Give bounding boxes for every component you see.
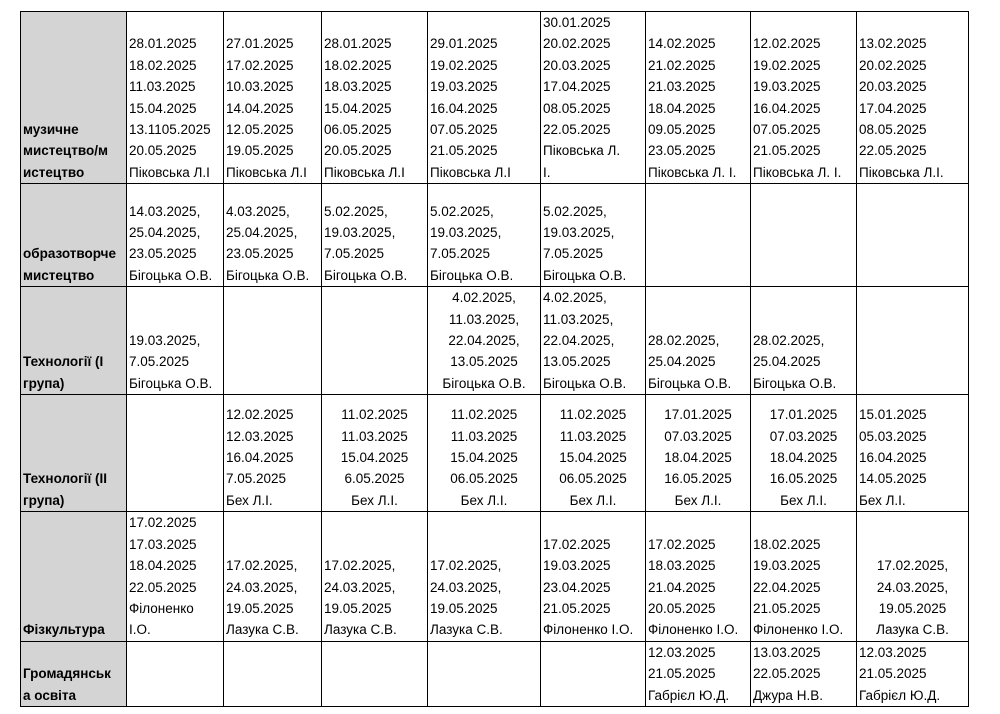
cell-text: 17.02.2025 (226, 57, 294, 73)
schedule-cell (322, 512, 428, 641)
cell-text: 20.05.2025 (648, 600, 716, 616)
cell-text: Бех Л.І. (859, 492, 906, 508)
cell-text: 21.05.2025 (543, 600, 611, 616)
cell-text: Лазука С.В. (430, 622, 503, 638)
cell-text: 7.05.2025 (543, 246, 604, 262)
cell-text: 22.05.2025 (543, 122, 611, 138)
cell-text: 19.03.2025 (430, 79, 498, 95)
cell-text: Лазука С.В. (324, 622, 397, 638)
cell-text: 19.05.2025 (878, 600, 947, 616)
cell-text: 06.05.2025 (450, 471, 518, 487)
cell-text: 5.02.2025, (543, 203, 607, 219)
schedule-cell (127, 12, 224, 184)
cell-text: 22.05.2025 (753, 666, 821, 682)
cell-text: 24.03.2025, (430, 579, 502, 595)
schedule-cell (127, 641, 224, 706)
schedule-cell (646, 395, 751, 512)
cell-text: 4.02.2025, (543, 290, 607, 306)
schedule-cell (224, 184, 322, 287)
schedule-cell (541, 641, 646, 706)
cell-text: 13.1105.2025 (129, 122, 211, 138)
cell-text: 19.03.2025, (129, 333, 201, 349)
cell-text: 18.02.2025 (753, 536, 821, 552)
subject-cell (21, 12, 127, 184)
cell-text: 11.03.2025, (448, 311, 520, 327)
cell-text: 5.02.2025, (430, 203, 494, 219)
cell-text: 30.01.2025 (543, 15, 611, 30)
cell-text: 11.03.2025 (559, 428, 627, 444)
cell-text: 17.02.2025, (324, 558, 396, 574)
cell-text: 14.03.2025, (129, 203, 201, 219)
schedule-cell (224, 12, 322, 184)
table-row (21, 641, 969, 706)
subject-cell (21, 287, 127, 395)
schedule-cell (322, 12, 428, 184)
schedule-table (20, 11, 969, 707)
cell-text: Бігоцька О.В. (129, 267, 213, 283)
schedule-cell (428, 12, 541, 184)
schedule-cell (224, 512, 322, 641)
cell-text: 11.02.2025 (559, 407, 627, 423)
cell-text: 17.03.2025 (129, 536, 197, 552)
cell-text: 28.01.2025 (324, 36, 392, 52)
cell-text: 20.05.2025 (324, 143, 392, 159)
cell-text: 20.03.2025 (859, 79, 927, 95)
cell-text: 18.04.2025 (769, 450, 838, 466)
schedule-cell (428, 184, 541, 287)
cell-text: 18.03.2025 (324, 79, 392, 95)
cell-text: 20.02.2025 (859, 57, 927, 73)
cell-text: 25.04.2025, (129, 225, 201, 241)
schedule-cell (541, 12, 646, 184)
cell-text: 18.03.2025 (648, 558, 716, 574)
subject-label: Фізкультура (23, 622, 105, 638)
cell-text: 11.03.2025 (450, 428, 518, 444)
table-row (21, 512, 969, 641)
cell-text: 07.03.2025 (664, 428, 732, 444)
cell-text: Піковська Л.І (129, 164, 210, 180)
schedule-cell (127, 184, 224, 287)
cell-text: 19.03.2025 (753, 79, 821, 95)
cell-text: 19.03.2025, (430, 225, 502, 241)
cell-text: 16.04.2025 (226, 450, 294, 466)
cell-text: 16.05.2025 (664, 471, 732, 487)
cell-text: І. (543, 164, 551, 180)
cell-text: 21.02.2025 (648, 57, 716, 73)
schedule-cell (541, 512, 646, 641)
cell-text: І.О. (129, 622, 151, 638)
cell-text: 25.04.2025 (753, 354, 821, 370)
cell-text: 18.04.2025 (129, 558, 197, 574)
cell-text: 15.04.2025 (559, 450, 627, 466)
cell-text: 19.03.2025 (543, 558, 611, 574)
cell-text: Філоненко І.О. (648, 622, 739, 638)
cell-text: 12.02.2025 (753, 36, 821, 52)
cell-text: 09.05.2025 (648, 122, 716, 138)
schedule-cell (646, 512, 751, 641)
cell-text: 19.05.2025 (324, 600, 392, 616)
cell-text: Бігоцька О.В. (324, 267, 408, 283)
cell-text: 17.04.2025 (859, 100, 927, 116)
schedule-cell (857, 184, 969, 287)
schedule-cell (751, 287, 857, 395)
schedule-cell (224, 287, 322, 395)
schedule-cell (751, 641, 857, 706)
cell-text: 21.05.2025 (753, 600, 821, 616)
cell-text: 16.04.2025 (753, 100, 821, 116)
table-row (21, 287, 969, 395)
cell-text: Піковська Л.І (226, 164, 307, 180)
cell-text: 16.04.2025 (430, 100, 498, 116)
schedule-cell (857, 12, 969, 184)
schedule-cell (646, 641, 751, 706)
cell-text: 10.03.2025 (226, 79, 294, 95)
cell-text: Бех Л.І. (226, 492, 273, 508)
cell-text: Лазука С.В. (226, 622, 299, 638)
cell-text: 11.02.2025 (450, 407, 518, 423)
cell-text: 12.03.2025 (859, 644, 927, 660)
cell-text: Піковська Л. І. (648, 164, 737, 180)
cell-text: 22.04.2025 (753, 579, 821, 595)
schedule-cell (857, 395, 969, 512)
cell-text: Бігоцька О.В. (543, 267, 627, 283)
schedule-cell (646, 12, 751, 184)
schedule-cell (751, 395, 857, 512)
cell-text: 20.05.2025 (129, 143, 197, 159)
cell-text: 19.05.2025 (226, 600, 294, 616)
cell-text: 25.04.2025, (226, 225, 298, 241)
cell-text: 18.04.2025 (664, 450, 732, 466)
cell-text: 21.05.2025 (753, 143, 821, 159)
schedule-cell (322, 641, 428, 706)
cell-text: 19.05.2025 (226, 143, 294, 159)
cell-text: 15.04.2025 (450, 450, 518, 466)
cell-text: 22.04.2025, (448, 333, 520, 349)
schedule-cell (428, 287, 541, 395)
subject-label: група) (23, 375, 65, 391)
cell-text: 20.03.2025 (543, 57, 611, 73)
cell-text: 11.03.2025 (341, 428, 408, 444)
schedule-cell (541, 395, 646, 512)
cell-text: Піковська Л.І (430, 164, 511, 180)
cell-text: 19.03.2025, (543, 225, 615, 241)
cell-text: Бігоцька О.В. (129, 375, 213, 391)
cell-text: 27.01.2025 (226, 36, 294, 52)
cell-text: 17.02.2025, (876, 558, 949, 574)
schedule-cell (541, 287, 646, 395)
cell-text: 17.04.2025 (543, 79, 611, 95)
cell-text: 5.02.2025, (324, 203, 388, 219)
cell-text: 13.02.2025 (859, 36, 927, 52)
cell-text: Бігоцька О.В. (543, 375, 627, 391)
cell-text: 19.03.2025, (324, 225, 396, 241)
subject-label: мистецтво/м (23, 143, 108, 159)
subject-label: група) (23, 492, 65, 508)
schedule-cell (127, 287, 224, 395)
table-row (21, 184, 969, 287)
subject-label: образотворче (23, 246, 117, 262)
cell-text: Піковська Л.І (324, 164, 405, 180)
subject-label: Технології (І (23, 354, 104, 370)
schedule-cell (127, 395, 224, 512)
cell-text: 25.04.2025 (648, 354, 716, 370)
cell-text: 24.03.2025, (226, 579, 298, 595)
cell-text: Бех Л.І. (674, 492, 722, 508)
table-row (21, 12, 969, 184)
cell-text: 07.05.2025 (430, 122, 498, 138)
schedule-cell (322, 395, 428, 512)
schedule-cell (857, 287, 969, 395)
subject-label: мистецтво (23, 267, 95, 283)
schedule-cell (751, 512, 857, 641)
cell-text: Бех Л.І. (460, 492, 508, 508)
cell-text: 19.02.2025 (430, 57, 498, 73)
schedule-cell (857, 641, 969, 706)
cell-text: 17.01.2025 (664, 407, 732, 423)
cell-text: 12.03.2025 (648, 644, 716, 660)
cell-text: 23.04.2025 (543, 579, 611, 595)
cell-text: 11.03.2025 (129, 79, 196, 95)
cell-text: Філоненко (129, 600, 194, 616)
cell-text: 12.05.2025 (226, 122, 294, 138)
cell-text: 12.03.2025 (226, 428, 294, 444)
schedule-cell (127, 512, 224, 641)
cell-text: 21.05.2025 (859, 666, 927, 682)
schedule-cell (751, 12, 857, 184)
schedule-cell (428, 641, 541, 706)
schedule-cell (428, 395, 541, 512)
cell-text: Піковська Л. І. (753, 164, 842, 180)
cell-text: 6.05.2025 (344, 471, 405, 487)
cell-text: 17.02.2025, (226, 558, 298, 574)
cell-text: 07.05.2025 (753, 122, 821, 138)
subject-label: а освіта (23, 687, 77, 703)
cell-text: 06.05.2025 (324, 122, 392, 138)
cell-text: 19.02.2025 (753, 57, 821, 73)
cell-text: 28.01.2025 (129, 36, 197, 52)
cell-text: 18.02.2025 (129, 57, 197, 73)
cell-text: 15.04.2025 (129, 100, 197, 116)
cell-text: Джура Н.В. (753, 687, 823, 703)
cell-text: 24.03.2025, (876, 579, 949, 595)
cell-text: Бех Л.І. (569, 492, 617, 508)
cell-text: 13.05.2025 (543, 354, 611, 370)
subject-cell (21, 512, 127, 641)
schedule-cell (428, 512, 541, 641)
cell-text: 14.05.2025 (859, 471, 927, 487)
schedule-cell (322, 287, 428, 395)
cell-text: Філоненко І.О. (543, 622, 634, 638)
subject-label: Технології (ІІ (23, 471, 108, 487)
schedule-cell (646, 287, 751, 395)
cell-text: 28.02.2025, (753, 333, 825, 349)
schedule-cell (646, 184, 751, 287)
subject-label: истецтво (23, 164, 85, 180)
cell-text: 22.05.2025 (129, 579, 197, 595)
cell-text: 7.05.2025 (226, 471, 287, 487)
cell-text: 17.02.2025 (543, 536, 611, 552)
cell-text: 17.02.2025, (430, 558, 502, 574)
cell-text: 24.03.2025, (324, 579, 396, 595)
cell-text: Бех Л.І. (351, 492, 398, 508)
cell-text: Піковська Л.І. (859, 164, 944, 180)
cell-text: Бігоцька О.В. (648, 375, 732, 391)
schedule-cell (224, 395, 322, 512)
cell-text: 08.05.2025 (543, 100, 611, 116)
cell-text: 11.03.2025, (543, 311, 614, 327)
cell-text: 7.05.2025 (430, 246, 491, 262)
cell-text: 7.05.2025 (129, 354, 190, 370)
cell-text: 22.04.2025, (543, 333, 615, 349)
cell-text: 21.04.2025 (648, 579, 716, 595)
cell-text: 20.02.2025 (543, 36, 611, 52)
cell-text: 21.05.2025 (648, 666, 716, 682)
subject-label: Громадянськ (23, 666, 111, 682)
subject-cell (21, 184, 127, 287)
schedule-cell (224, 641, 322, 706)
subject-label: музичне (23, 122, 79, 138)
cell-text: 19.03.2025 (753, 558, 821, 574)
cell-text: 12.02.2025 (226, 407, 294, 423)
cell-text: 28.02.2025, (648, 333, 720, 349)
cell-text: 4.02.2025, (452, 290, 516, 306)
cell-text: 18.02.2025 (324, 57, 392, 73)
cell-text: Габрієл Ю.Д. (859, 687, 941, 703)
cell-text: 17.01.2025 (769, 407, 838, 423)
cell-text: Бігоцька О.В. (430, 267, 514, 283)
cell-text: 14.04.2025 (226, 100, 294, 116)
cell-text: 21.03.2025 (648, 79, 716, 95)
cell-text: 17.02.2025 (129, 515, 197, 531)
cell-text: Габрієл Ю.Д. (648, 687, 730, 703)
cell-text: 22.05.2025 (859, 143, 927, 159)
cell-text: 7.05.2025 (324, 246, 385, 262)
cell-text: 23.05.2025 (648, 143, 716, 159)
subject-cell (21, 641, 127, 706)
cell-text: 16.04.2025 (859, 450, 927, 466)
cell-text: 15.04.2025 (340, 450, 409, 466)
cell-text: 15.01.2025 (859, 407, 927, 423)
cell-text: 4.03.2025, (226, 203, 290, 219)
subject-cell (21, 395, 127, 512)
cell-text: 18.04.2025 (648, 100, 716, 116)
schedule-cell (857, 512, 969, 641)
schedule-cell (751, 184, 857, 287)
cell-text: Філоненко І.О. (753, 622, 844, 638)
cell-text: 29.01.2025 (430, 36, 498, 52)
cell-text: 06.05.2025 (559, 471, 627, 487)
cell-text: 23.05.2025 (129, 246, 197, 262)
cell-text: 15.04.2025 (324, 100, 392, 116)
cell-text: Лазука С.В. (876, 622, 949, 638)
schedule-cell (322, 184, 428, 287)
cell-text: Бігоцька О.В. (226, 267, 310, 283)
cell-text: 11.02.2025 (341, 407, 408, 423)
cell-text: 13.05.2025 (450, 354, 518, 370)
cell-text: Бех Л.І. (780, 492, 827, 508)
cell-text: 17.02.2025 (648, 536, 716, 552)
cell-text: Бігоцька О.В. (442, 375, 526, 391)
cell-text: Бігоцька О.В. (753, 375, 837, 391)
schedule-cell (541, 184, 646, 287)
cell-text: 13.03.2025 (753, 644, 821, 660)
cell-text: 08.05.2025 (859, 122, 927, 138)
cell-text: 14.02.2025 (648, 36, 716, 52)
cell-text: 19.05.2025 (430, 600, 498, 616)
cell-text: Піковська Л. (543, 143, 621, 159)
cell-text: 05.03.2025 (859, 428, 927, 444)
table-row (21, 395, 969, 512)
cell-text: 21.05.2025 (430, 143, 498, 159)
cell-text: 23.05.2025 (226, 246, 294, 262)
cell-text: 07.03.2025 (769, 428, 838, 444)
cell-text: 16.05.2025 (769, 471, 838, 487)
